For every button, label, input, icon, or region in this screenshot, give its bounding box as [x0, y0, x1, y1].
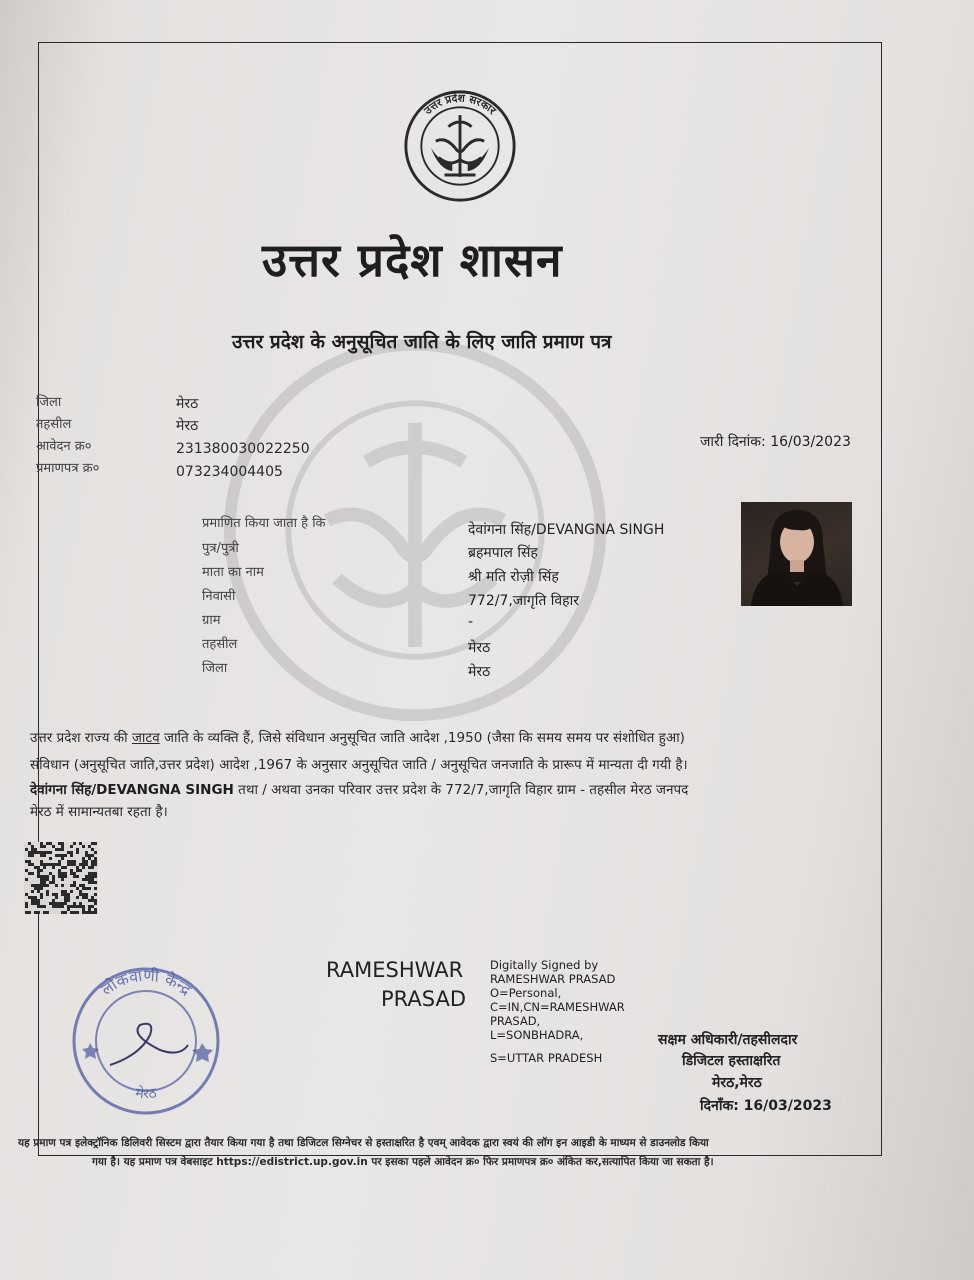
- up-government-emblem: [402, 88, 518, 204]
- svg-text:उत्तर प्रदेश सरकार: [421, 91, 499, 117]
- sig-line: Digitally Signed by: [490, 958, 599, 972]
- sig-line: O=Personal,: [490, 986, 562, 1000]
- lokvani-kendra-stamp: [70, 965, 222, 1117]
- son-daughter-label: पुत्र/पुत्री: [202, 541, 239, 556]
- detail-district-label: जिला: [202, 661, 228, 676]
- sig-line: RAMESHWAR PRASAD: [490, 972, 616, 986]
- digital-signature-block: [490, 958, 625, 1042]
- signer-name-line1: RAMESHWAR: [326, 958, 464, 982]
- paragraph-text: उत्तर प्रदेश राज्य की: [30, 730, 132, 746]
- holder-name-bold: देवांगना सिंह/DEVANGNA SINGH: [30, 782, 234, 798]
- village-label: ग्राम: [202, 613, 221, 628]
- detail-district-value: मेरठ: [468, 664, 491, 680]
- qr-code: [24, 842, 98, 914]
- signer-name-line2: PRASAD: [381, 987, 467, 1011]
- officer-digital-signed: डिजिटल हस्ताक्षरित: [682, 1053, 781, 1069]
- paragraph-text: तथा / अथवा उनका परिवार उत्तर प्रदेश के 772/7,जागृति विहार ग्राम - तहसील मेरठ जनपद: [233, 782, 689, 798]
- sig-line: C=IN,CN=RAMESHWAR: [490, 1000, 625, 1014]
- village-value: -: [468, 614, 474, 630]
- document-title: उत्तर प्रदेश शासन: [262, 233, 563, 287]
- sig-line: L=SONBHADRA,: [490, 1028, 584, 1042]
- application-no-label: आवेदन क्र०: [36, 439, 92, 454]
- holder-name: देवांगना सिंह/DEVANGNA SINGH: [468, 522, 665, 538]
- stamp-top-text: लोकवाणी केन्द्र: [97, 965, 196, 1000]
- tehsil-label: तहसील: [36, 417, 72, 432]
- district-value: मेरठ: [176, 396, 199, 412]
- resident-label: निवासी: [202, 589, 236, 604]
- footer-note-line2: गया है। यह प्रमाण पत्र वेबसाइट https://edistrict.up.gov.in पर इसका पहले आवेदन क्र० फिर प्रमाणपत्र क्र० अंकित कर,सत्यापित किया जा सकता है।: [92, 1156, 714, 1168]
- mother-name-label: माता का नाम: [202, 565, 264, 580]
- paragraph-line-1: [30, 728, 685, 746]
- resident-address: 772/7,जागृति विहार: [468, 593, 579, 609]
- district-label: जिला: [36, 395, 62, 410]
- issue-date: जारी दिनांक: 16/03/2023: [700, 434, 851, 450]
- certificate-no-label: प्रमाणपत्र क्र०: [36, 461, 100, 476]
- svg-text:लोकवाणी केन्द्र: [97, 966, 195, 1000]
- officer-location: मेरठ,मेरठ: [712, 1075, 762, 1091]
- applicant-photo: [741, 502, 852, 606]
- svg-text:मेरठ: [134, 1084, 158, 1102]
- stamp-bottom-text: मेरठ: [134, 1085, 158, 1103]
- certified-label: प्रमाणित किया जाता है कि: [202, 516, 326, 531]
- certificate-no-value: 073234004405: [176, 464, 283, 480]
- paragraph-line-4: मेरठ में सामान्यतबा रहता है।: [30, 804, 168, 820]
- paragraph-line-3: [30, 780, 688, 798]
- sig-line: PRASAD,: [490, 1014, 541, 1028]
- emblem-arc-text: उत्तर प्रदेश सरकार: [421, 91, 499, 118]
- application-no-value: 231380030022250: [176, 441, 310, 457]
- detail-tehsil-label: तहसील: [202, 637, 238, 652]
- father-name: ब्रहमपाल सिंह: [468, 545, 538, 561]
- tehsil-value: मेरठ: [176, 418, 199, 434]
- sig-state-line: S=UTTAR PRADESH: [490, 1051, 603, 1065]
- footer-note-line1: यह प्रमाण पत्र इलेक्ट्रॉनिक डिलिवरी सिस्टम द्वारा तैयार किया गया है तथा डिजिटल सिग्नेचर से हस्ताक्षरित है एवम् आवेदक द्वारा स्वयं की लॉग इन आइडी के माध्यम से डाउनलोड किया: [18, 1137, 709, 1149]
- detail-tehsil-value: मेरठ: [468, 640, 491, 656]
- document-subtitle: उत्तर प्रदेश के अनुसूचित जाति के लिए जाति प्रमाण पत्र: [232, 331, 612, 353]
- officer-date: दिनाँक: 16/03/2023: [700, 1098, 832, 1114]
- caste-name: जाटव: [131, 730, 160, 746]
- officer-designation: सक्षम अधिकारी/तहसीलदार: [658, 1032, 798, 1048]
- mother-name: श्री मति रोज़ी सिंह: [468, 569, 559, 585]
- paragraph-text: जाति के व्यक्ति हैं, जिसे संविधान अनुसूचित जाति आदेश ,1950 (जैसा कि समय समय पर संशोधित हुआ): [159, 730, 685, 746]
- paragraph-line-2: संविधान (अनुसूचित जाति,उत्तर प्रदेश) आदेश ,1967 के अनुसार अनुसूचित जाति / अनुसूचित जनजाति के प्रारूप में मान्यता दी गयी है।: [30, 757, 688, 773]
